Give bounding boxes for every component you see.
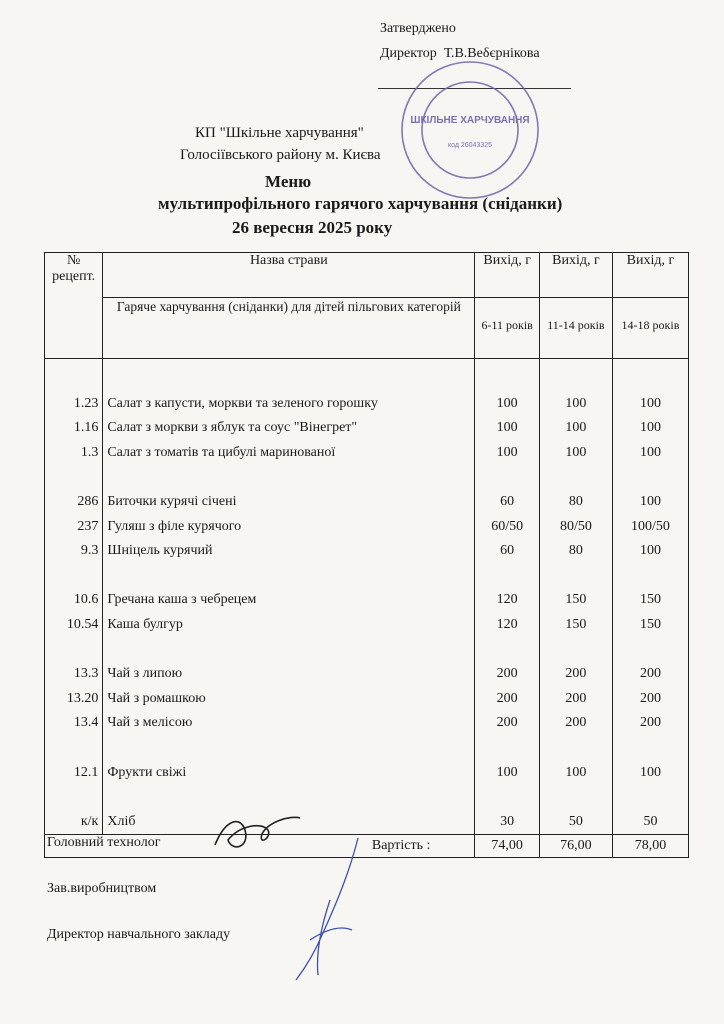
dish-name <box>103 736 474 761</box>
stamp-text: ШКІЛЬНЕ ХАРЧУВАННЯ <box>410 115 530 126</box>
portion-11-14: 150 <box>565 616 587 632</box>
menu-date: 26 вересня 2025 року <box>232 218 393 237</box>
portion-14-18: 150 <box>639 616 661 632</box>
portion-6-11: 200 <box>496 666 518 682</box>
dish-name: Гречана каша з чебрецем <box>107 592 257 608</box>
portion-14-18: 100 <box>639 543 661 559</box>
portion-14-18: 100 <box>639 764 661 780</box>
portion-14-18 <box>613 638 688 663</box>
recipe-code: к/к <box>80 813 99 829</box>
col-header-out-1: Вихід, г <box>475 253 540 298</box>
dish-name: Фрукти свіжі <box>107 764 187 780</box>
portion-6-11: 100 <box>496 420 518 436</box>
portion-6-11 <box>475 465 539 490</box>
portion-11-14 <box>540 785 612 810</box>
dish-name: Шніцель курячий <box>107 543 213 559</box>
chief-technologist-label: Головний технолог <box>47 835 161 850</box>
portion-11-14 <box>540 638 612 663</box>
official-stamp <box>395 55 545 205</box>
recipe-code: 1.3 <box>80 444 99 460</box>
recipe-code: 13.3 <box>73 666 99 682</box>
portion-11-14: 100 <box>565 764 587 780</box>
stamp-code: код 26043325 <box>447 142 493 149</box>
portion-6-11 <box>475 785 539 810</box>
portion-6-11 <box>475 736 539 761</box>
dish-name <box>103 638 474 663</box>
portion-11-14: 200 <box>565 715 587 731</box>
dishes-body-row <box>45 359 689 835</box>
menu-subtitle: мультипрофільного гарячого харчування (сніданки) <box>158 194 563 213</box>
portion-11-14: 200 <box>565 666 587 682</box>
category-label: Гаряче харчування (сніданки) для дітей пільгових категорій <box>103 298 475 359</box>
portion-6-11: 120 <box>496 616 518 632</box>
portion-6-11: 200 <box>496 690 518 706</box>
dish-name: Салат з томатів та цибулі маринованої <box>107 444 336 460</box>
portion-11-14: 100 <box>565 444 587 460</box>
org-name-line2: Голосіївського району м. Києва <box>180 147 381 163</box>
col-header-out-2: Вихід, г <box>539 253 612 298</box>
recipe-code: 237 <box>77 518 99 534</box>
total-6-11: 74,00 <box>475 835 540 858</box>
portion-11-14: 150 <box>565 592 587 608</box>
recipe-code: 1.16 <box>73 420 99 436</box>
portion-6-11: 100 <box>496 395 518 411</box>
portion-11-14: 100 <box>565 395 587 411</box>
menu-title: Меню <box>265 172 312 191</box>
dish-names-column <box>103 359 475 835</box>
production-head-label: Зав.виробництвом <box>47 881 157 896</box>
portion-6-11: 60 <box>500 493 515 509</box>
portion-11-14: 80 <box>568 493 583 509</box>
portion-11-14: 100 <box>565 420 587 436</box>
age-group-2: 11-14 років <box>539 298 612 359</box>
recipe-code: 10.54 <box>66 616 99 632</box>
org-name-line1: КП "Шкільне харчування" <box>195 125 364 141</box>
total-label: Вартість : <box>45 835 475 858</box>
dish-name <box>103 367 474 392</box>
portion-14-18 <box>613 785 688 810</box>
total-14-18: 78,00 <box>612 835 688 858</box>
col-header-out-3: Вихід, г <box>612 253 688 298</box>
portion-6-11-column <box>475 359 540 835</box>
portion-6-11: 120 <box>496 592 518 608</box>
portion-14-18 <box>613 465 688 490</box>
portion-14-18 <box>613 564 688 589</box>
dish-name <box>103 465 474 490</box>
col-header-recipe: № рецепт. <box>45 253 103 359</box>
portion-6-11 <box>475 638 539 663</box>
recipe-code: 10.6 <box>73 592 99 608</box>
dish-name: Салат з моркви з яблук та соус "Вінегрет" <box>107 420 358 436</box>
portion-11-14: 80 <box>568 543 583 559</box>
portion-14-18 <box>613 367 688 392</box>
category-row <box>45 298 689 359</box>
menu-table <box>44 252 689 858</box>
dish-name <box>103 785 474 810</box>
recipe-code: 286 <box>77 493 99 509</box>
dish-name: Чай з ромашкою <box>107 690 206 706</box>
age-group-1: 6-11 років <box>475 298 540 359</box>
portion-14-18: 200 <box>639 715 661 731</box>
portion-11-14 <box>540 465 612 490</box>
dish-name: Чай з мелісою <box>107 715 193 731</box>
recipe-codes-column <box>45 359 103 835</box>
portion-6-11: 60/50 <box>491 518 524 534</box>
portion-14-18: 100 <box>639 420 661 436</box>
recipe-code <box>45 785 102 810</box>
portion-11-14: 80/50 <box>559 518 592 534</box>
dish-name: Салат з капусти, моркви та зеленого горошку <box>107 395 378 411</box>
age-group-3: 14-18 років <box>612 298 688 359</box>
recipe-code <box>45 564 102 589</box>
approved-label: Затверджено <box>380 21 456 36</box>
portion-11-14: 50 <box>568 813 583 829</box>
portion-11-14: 200 <box>565 690 587 706</box>
director-blue-signature <box>296 838 358 980</box>
dish-name: Биточки курячі січені <box>107 493 237 509</box>
portion-11-14 <box>540 367 612 392</box>
col-header-name: Назва страви <box>103 253 475 298</box>
portion-14-18: 150 <box>639 592 661 608</box>
recipe-code <box>45 638 102 663</box>
portion-6-11 <box>475 367 539 392</box>
portion-6-11 <box>475 564 539 589</box>
recipe-code: 1.23 <box>73 395 99 411</box>
header-row <box>45 253 689 298</box>
portion-11-14 <box>540 736 612 761</box>
recipe-code: 9.3 <box>80 543 99 559</box>
dish-name: Гуляш з філе курячого <box>107 518 242 534</box>
portion-14-18: 100 <box>639 444 661 460</box>
portion-14-18: 200 <box>639 690 661 706</box>
recipe-code <box>45 367 102 392</box>
portion-11-14 <box>540 564 612 589</box>
director-label: Директор <box>380 46 437 61</box>
portion-11-14-column <box>539 359 612 835</box>
portion-6-11: 100 <box>496 764 518 780</box>
dish-name: Чай з липою <box>107 666 183 682</box>
portion-14-18: 200 <box>639 666 661 682</box>
portion-14-18: 100 <box>639 395 661 411</box>
portion-14-18-column <box>612 359 688 835</box>
school-director-label: Директор навчального закладу <box>47 927 231 942</box>
dish-name: Каша булгур <box>107 616 183 632</box>
dish-name <box>103 564 474 589</box>
recipe-code: 12.1 <box>73 764 99 780</box>
portion-14-18: 100/50 <box>631 518 670 534</box>
dish-name: Хліб <box>107 813 136 829</box>
recipe-code <box>45 736 102 761</box>
recipe-code <box>45 465 102 490</box>
recipe-code: 13.4 <box>73 715 99 731</box>
portion-14-18: 100 <box>639 493 661 509</box>
portion-6-11: 60 <box>500 543 515 559</box>
recipe-code: 13.20 <box>66 690 99 706</box>
total-11-14: 76,00 <box>539 835 612 858</box>
portion-6-11: 200 <box>496 715 518 731</box>
portion-6-11: 100 <box>496 444 518 460</box>
director-name: Т.В.Веδєрнікова <box>443 46 540 61</box>
portion-6-11: 30 <box>500 813 515 829</box>
portion-14-18: 50 <box>643 813 658 829</box>
portion-14-18 <box>613 736 688 761</box>
